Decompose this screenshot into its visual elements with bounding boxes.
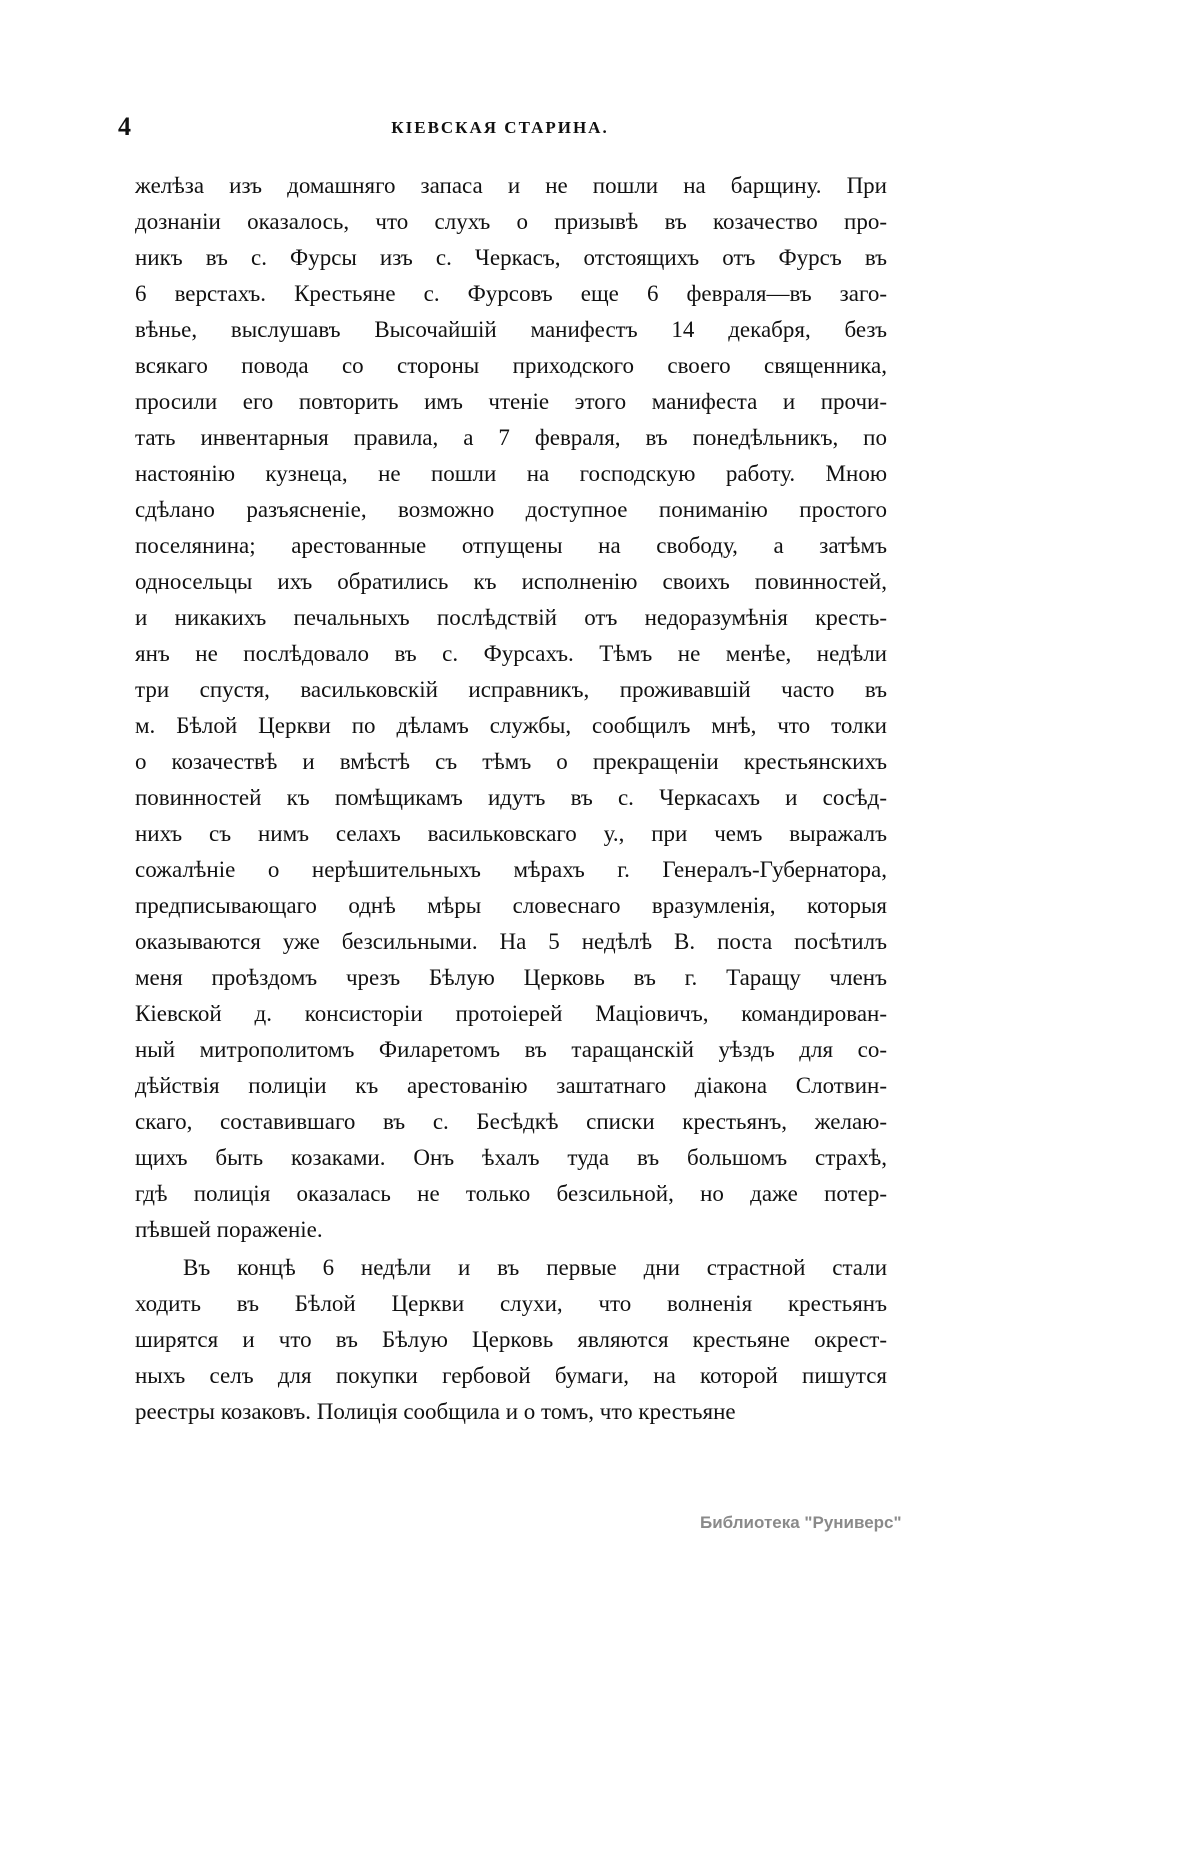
text-line: настоянію кузнеца, не пошли на господскую работу. Мною	[135, 461, 887, 486]
page-number: 4	[118, 112, 131, 141]
paragraph	[135, 1250, 887, 1430]
text-line: ныхъ селъ для покупки гербовой бумаги, на которой пишутся	[135, 1363, 887, 1388]
text-line: просили его повторить имъ чтеніе этого манифеста и прочи-	[135, 389, 887, 414]
text-line: 6 верстахъ. Крестьяне с. Фурсовъ еще 6 февраля—въ заго-	[135, 281, 887, 306]
text-line: ный митрополитомъ Филаретомъ въ таращанскій уѣздъ для со-	[135, 1037, 887, 1062]
text-line: ширятся и что въ Бѣлую Церковь являются крестьяне окрест-	[135, 1327, 887, 1352]
paragraph	[135, 168, 887, 1248]
text-line: щихъ быть козаками. Онъ ѣхалъ туда въ большомъ страхѣ,	[135, 1145, 887, 1170]
text-line: желѣза изъ домашняго запаса и не пошли на барщину. При	[135, 173, 887, 198]
text-line: всякаго повода со стороны приходского своего священника,	[135, 353, 887, 378]
body-text	[135, 168, 887, 1430]
text-line: и никакихъ печальныхъ послѣдствій отъ недоразумѣнія кресть-	[135, 605, 887, 630]
text-line: м. Бѣлой Церкви по дѣламъ службы, сообщилъ мнѣ, что толки	[135, 713, 887, 738]
text-line: предписывающаго однѣ мѣры словеснаго вразумленія, которыя	[135, 893, 887, 918]
text-line: дознаніи оказалось, что слухъ о призывѣ въ козачество про-	[135, 209, 887, 234]
library-watermark: Библиотека "Руниверс"	[700, 1513, 902, 1532]
text-line: меня проѣздомъ чрезъ Бѣлую Церковь въ г. Таращу членъ	[135, 965, 887, 990]
text-line: гдѣ полиція оказалась не только безсильной, но даже потер-	[135, 1181, 887, 1206]
text-line: реестры козаковъ. Полиція сообщила и о томъ, что крестьяне	[135, 1399, 736, 1424]
text-line: никъ въ с. Фурсы изъ с. Черкасъ, отстоящихъ отъ Фурсъ въ	[135, 245, 887, 270]
text-line: оказываются уже безсильными. На 5 недѣлѣ В. поста посѣтилъ	[135, 929, 887, 954]
text-line: повинностей къ помѣщикамъ идутъ въ с. Черкасахъ и сосѣд-	[135, 785, 887, 810]
running-title: КІЕВСКАЯ СТАРИНА.	[391, 118, 609, 137]
text-line: односельцы ихъ обратились къ исполненію своихъ повинностей,	[135, 569, 887, 594]
text-line: поселянина; арестованные отпущены на свободу, а затѣмъ	[135, 533, 887, 558]
text-line: о козачествѣ и вмѣстѣ съ тѣмъ о прекращеніи крестьянскихъ	[135, 749, 887, 774]
text-line: тать инвентарныя правила, а 7 февраля, въ понедѣльникъ, по	[135, 425, 887, 450]
text-line: сожалѣніе о нерѣшительныхъ мѣрахъ г. Генералъ-Губернатора,	[135, 857, 887, 882]
text-line: Кіевской д. консисторіи протоіерей Маціовичъ, командирован-	[135, 1001, 887, 1026]
text-line: вѣнье, выслушавъ Высочайшій манифестъ 14 декабря, безъ	[135, 317, 887, 342]
text-line: сдѣлано разъясненіе, возможно доступное пониманію простого	[135, 497, 887, 522]
text-line: дѣйствія полиціи къ арестованію заштатнаго діакона Слотвин-	[135, 1073, 887, 1098]
text-line: нихъ съ нимъ селахъ васильковскаго у., при чемъ выражалъ	[135, 821, 887, 846]
text-line: Въ концѣ 6 недѣли и въ первые дни страстной стали	[183, 1255, 887, 1280]
text-line: скаго, составившаго въ с. Бесѣдкѣ списки крестьянъ, желаю-	[135, 1109, 887, 1134]
text-line: три спустя, васильковскій исправникъ, проживавшій часто въ	[135, 677, 887, 702]
text-line: янъ не послѣдовало въ с. Фурсахъ. Тѣмъ не менѣе, недѣли	[135, 641, 887, 666]
text-line: ходить въ Бѣлой Церкви слухи, что волненія крестьянъ	[135, 1291, 887, 1316]
text-line: пѣвшей пораженіе.	[135, 1217, 323, 1242]
